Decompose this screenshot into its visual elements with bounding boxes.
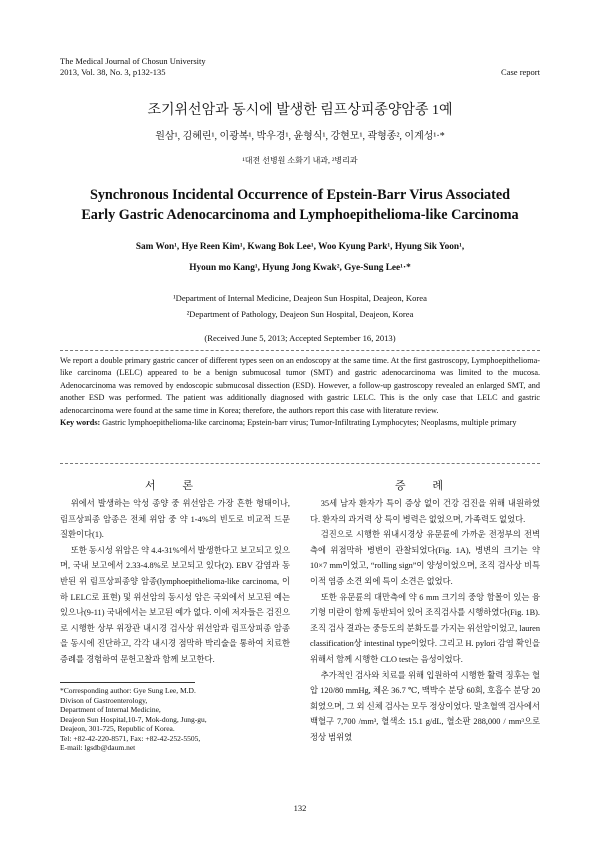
- english-authors-line2: Hyoun mo Kang¹, Hyung Jong Kwak², Gye-Sung Lee¹·*: [189, 263, 411, 273]
- intro-heading: 서 론: [144, 480, 205, 492]
- korean-affiliation: ¹대전 선병원 소화기 내과, ²병리과: [242, 156, 358, 165]
- affiliation-pathology: ²Department of Pathology, Deajeon Sun Hospital, Deajeon, Korea: [186, 309, 414, 319]
- korean-title: 조기위선암과 동시에 발생한 림프상피종양암종 1예: [147, 103, 453, 118]
- case-paragraph-4: 추가적인 검사와 치료를 위해 입원하여 시행한 활력 징후는 혈압 120/80 mmHg, 체온 36.7 ℃, 맥박수 분당 60회, 호흡수 분당 20회였으며, 그 외 신체 검사는 모두 정상이었다. 말초혈액 검사에서 백혈구 7,700 /mm³, 혈색소 15.1 g/dL, 혈소판 288,000 / mm³으로 정상 범위였: [310, 670, 540, 742]
- case-paragraph-2: 검진으로 시행한 위내시경상 유문륜에 가까운 전정부의 전벽측에 위점막하 병변이 관찰되었다(Fig. 1A), 병변의 크기는 약 10×7 mm이었고, “rolling sign”이 양성이었으며, 조직 검사상 비특이적 염증 소견 외에 특이 소견은 없었다.: [310, 530, 540, 586]
- page-number: 132: [293, 803, 307, 813]
- english-title-line2: Early Gastric Adenocarcinoma and Lymphoepithelioma-like Carcinoma: [81, 207, 519, 223]
- received-dates: (Received June 5, 2013; Accepted September 16, 2013): [204, 333, 396, 343]
- abstract-text: We report a double primary gastric cancer of different types seen on an endoscopy at the same time. At the first gastroscopy, Lymphoepithelioma-like carcinoma (LELC) appeared to be a benign submucosal tumor (SMT) and gastric adenocarcinoma was limited to the mucosa. Adenocarcinoma was removed by endoscopic submucosal dissection (ESD). However, a follow-up gastroscopy revealed an enlarged SMT, and another ESD was performed. The patient was additionally diagnosed with gastric LELC. This is the only case that LELC and gastric adenocarcinoma were found at the same time in Korea; therefore, the authors report this case with literature review.: [60, 356, 540, 415]
- footnote-rule: [60, 682, 195, 683]
- corr-line-1: *Corresponding author: Gye Sung Lee, M.D.: [60, 686, 196, 695]
- abstract-top-rule: [60, 350, 540, 351]
- correspondence-footnote: [60, 686, 290, 753]
- corr-line-2: Divison of Gastroenterology,: [60, 695, 148, 705]
- corr-line-7: E-mail: lgsdb@daum.net: [60, 743, 136, 752]
- intro-body: [60, 496, 290, 668]
- case-heading: 증 례: [394, 480, 455, 492]
- keywords: Gastric lymphoepithelioma-like carcinoma; Epstein-barr virus; Tumor-Infiltrating Lymphocytes; Neoplasms, multiple primary: [102, 418, 517, 428]
- case-paragraph-1: 35세 남자 환자가 특이 증상 없이 건강 검진을 위해 내원하였다. 환자의 과거력 상 특이 병력은 없었으며, 가족력도 없었다.: [310, 499, 540, 524]
- journal-volume: 2013, Vol. 38, No. 3, p132-135: [60, 67, 166, 77]
- korean-authors: 원삼¹, 김혜린¹, 이광복¹, 박우경¹, 윤형식¹, 강현모¹, 곽형종², 이계성¹·*: [155, 131, 445, 142]
- abstract-bottom-rule: [60, 463, 540, 464]
- article-type: Case report: [501, 67, 540, 77]
- english-affiliations: [0, 290, 600, 322]
- corr-line-5: Deajeon, 301-725, Republic of Korea.: [60, 724, 175, 733]
- english-authors-line1: Sam Won¹, Hye Reen Kim¹, Kwang Bok Lee¹, Woo Kyung Park¹, Hyung Sik Yoon¹,: [135, 242, 465, 252]
- english-title-line1: Synchronous Incidental Occurrence of Epstein-Barr Virus Associated: [89, 187, 511, 203]
- case-paragraph-3: 또한 유문륜의 대만측에 약 6 mm 크기의 중앙 함몰이 있는 융기형 미란이 함께 동반되어 있어 조직검사를 시행하였다(Fig. 1B). 조직 검사 결과는 중등도의 분화도를 가지는 위선암이었고, lauren classification상 intestinal type이었다. 그리고 H. pylori 감염 확인을 위해서 함께 시행한 CLO test는 음성이었다.: [310, 592, 540, 664]
- abstract: [60, 355, 540, 429]
- corr-line-3: Department of Internal Medicine,: [60, 705, 161, 714]
- english-title: [0, 185, 600, 225]
- affiliation-internal-medicine: ¹Department of Internal Medicine, Deajeon Sun Hospital, Deajeon, Korea: [173, 293, 427, 303]
- intro-paragraph-1: 위에서 발생하는 악성 종양 중 위선암은 가장 흔한 형태이나, 림프상피종 암종은 전체 위암 중 약 1-4%의 빈도로 비교적 드문 질환이다(1).: [60, 499, 290, 540]
- corr-line-6: Tel: +82-42-220-8571, Fax: +82-42-252-5505,: [60, 733, 201, 743]
- case-body: [310, 496, 540, 746]
- journal-name: The Medical Journal of Chosun University: [60, 56, 206, 66]
- intro-paragraph-2: 또한 동시성 위암은 약 4.4-31%에서 발생한다고 보고되고 있으며, 국내 보고에서 2.33-4.8%로 보고되고 있다(2). EBV 감염과 동반된 위 림프상피종양 암종(lymphoepithelioma-like carcinoma, 이하 LELC로 표현) 및 위선암의 동시성 암은 국외에서 보고된 예는 있으나(9-11) 국내에서는 보고된 예가 없다. 이에 저자들은 검진으로 시행한 상부 위장관 내시경 검사상 위선암과 림프상피종 암종을 동시에 진단하고, 각각 내시경 점막하 박리술을 통하여 치료한 증례를 경험하여 문헌고찰과 함께 보고한다.: [60, 545, 290, 664]
- corr-line-4: Deajeon Sun Hospital,10-7, Mok-dong, Jung-gu,: [60, 714, 207, 724]
- keywords-label: Key words:: [60, 418, 101, 428]
- english-authors: [40, 237, 560, 279]
